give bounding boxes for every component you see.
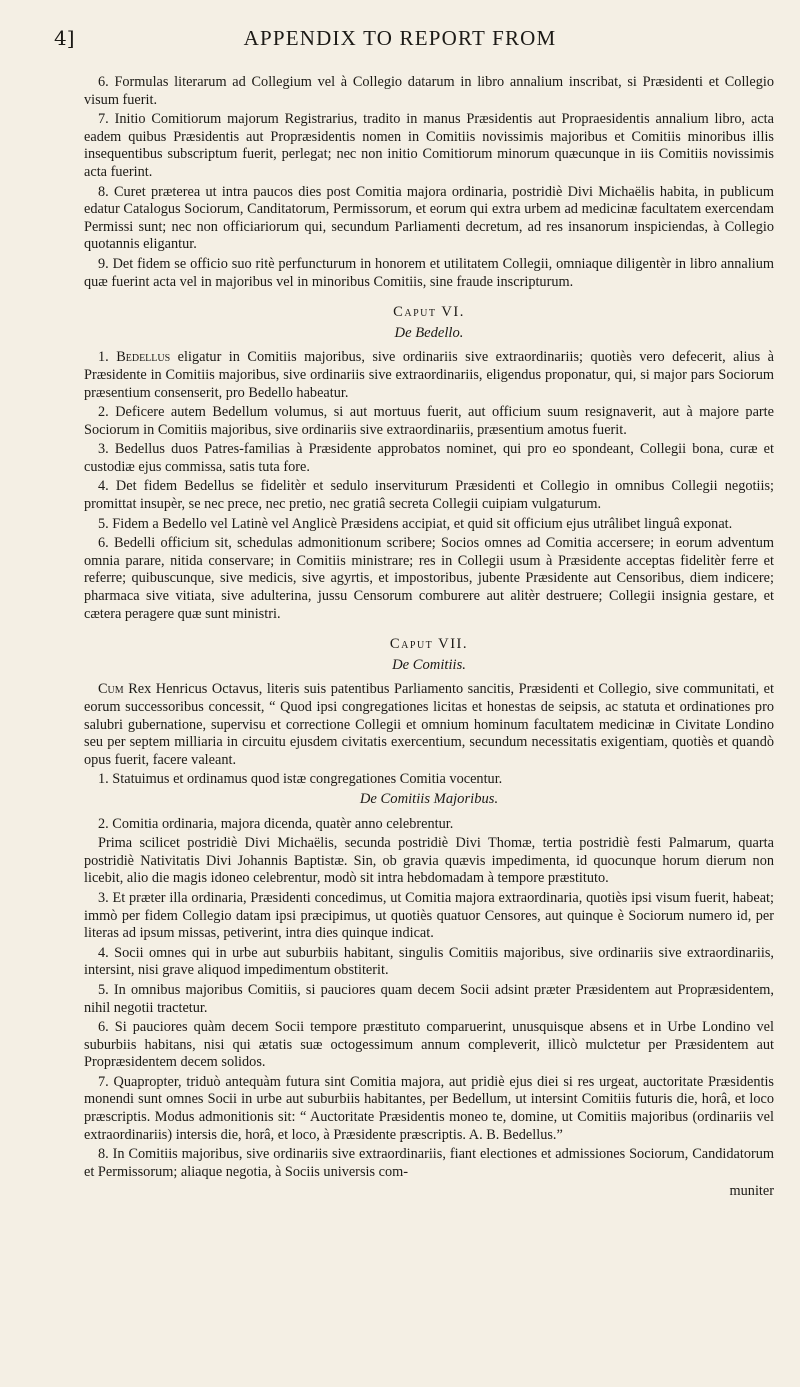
paragraph-7: 7. Initio Comitiorum majorum Registrarius, tradito in manus Præsidentis aut Propraesidentis annalium libro, acta eadem quibus Præsidentis aut Propræsidentis nomen in Comitiis novissimis majoribus et Comitiis minoribus illis insequentibus subscriptum fuerit, perlegat; nec non initio Comitiorum minorum quæcunque in iis Comitiis novissimis acta fuerint.	[84, 111, 774, 180]
majoribus-subtitle: De Comitiis Majoribus.	[359, 790, 499, 807]
comitiis-paragraph-1: 1. Statuimus et ordinamus quod istæ congregationes Comitia vocentur.	[98, 771, 503, 788]
comitiis-intro	[84, 681, 774, 769]
bedello-paragraph-1	[84, 349, 774, 402]
paragraph-text: eligatur in Comitiis majoribus, sive ordinariis sive extraordinariis; quotiès vero defecerit, alius à Præsidente in Comitiis majoribus, sive ordinariis sive extraordinariis, eligendus proponatur, qui, si major pars Sociorum præsentium consenserit, pro Bedello habeatur.	[84, 349, 775, 401]
bedello-paragraph-4: 4. Det fidem Bedellus se fidelitèr et sedulo inserviturum Præsidenti et Collegio in omnibus Collegii negotiis; promittat insupèr, se nec prece, nec pretio, nec gratiâ secreta Collegii cuipiam vulgaturum.	[84, 478, 774, 513]
page-body	[84, 74, 774, 1201]
comitiis-paragraph-4: 4. Socii omnes qui in urbe aut suburbiis habitant, singulis Comitiis majoribus, sive ordinariis sive extraordinariis, intersint, nisi grave aliquod impedimentum obstiterit.	[84, 944, 774, 979]
caput-vii-subtitle: De Comitiis.	[392, 656, 466, 673]
bedello-paragraph-5: 5. Fidem a Bedello vel Latinè vel Anglicè Præsidens accipiat, et quid sit officium ejus utrâlibet linguâ exponat.	[98, 515, 733, 532]
comitiis-paragraph-7: 7. Quapropter, triduò antequàm futura sint Comitia majora, aut pridiè ejus diei si res urgeat, auctoritate Præsidentis monendi sunt omnes Socii in urbe aut suburbiis habitantes, per Bedellum, ut intersint Comitiis futuris die, horâ, et loco præscriptis. Modus admonitionis sit: “ Auctoritate Præsidentis moneo te, domine, ut Comitiis majoribus (ordinariis vel extraordinariis) intersis die, horâ, et loco, à Præsidente præscriptis. A. B. Bedellus.”	[84, 1073, 774, 1143]
comitiis-paragraph-2: 2. Comitia ordinaria, majora dicenda, quatèr anno celebrentur.	[98, 815, 454, 832]
comitiis-paragraph-6: 6. Si pauciores quàm decem Socii tempore præstituto comparuerint, unusquisque absens et in Urbe Londino vel suburbiis habitans, nisi qui ætatis suæ octogessimum annum compleverit, illicò mulctetur per Præsidentem aut Propræsidentem decem solidos.	[84, 1019, 774, 1071]
paragraph-8: 8. Curet præterea ut intra paucos dies post Comitia majora ordinaria, postridiè Divi Michaëlis habita, in publicum edatur Catalogus Sociorum, Canditatorum, Permissorum, et eorum qui extra urbem ad medicinæ facultatem exercendam Permissi sunt; nec non officiariorum qui, secundum Parliamenti decretum, ad res insanorum inspiciendas, à Collegio quotannis eligantur.	[84, 183, 774, 253]
bedello-paragraph-3: 3. Bedellus duos Patres-familias à Præsidente approbatos nominet, qui pro eo spondeant, Collegii bona, curæ et custodiæ ejus commissa, satis tuta fore.	[84, 441, 774, 475]
comitiis-paragraph-2-cont: Prima scilicet postridiè Divi Michaëlis, secunda postridiè Divi Thomæ, tertia postridiè festi Palmarum, quarta postridiè Nativitatis Divi Johannis Baptistæ. Sin, ob gravia quævis impedimenta, id quocunque horum dierum non licebit, alio die magis idoneo celebrentur, modò sit intra hebdomadam à tempore præstituto.	[84, 835, 774, 887]
lead-word: Bedellus	[116, 349, 171, 366]
catchword: muniter	[729, 1183, 774, 1200]
page-number: 4]	[54, 26, 75, 50]
lead-word: Cum	[98, 681, 124, 698]
running-header	[40, 22, 760, 62]
comitiis-paragraph-5: 5. In omnibus majoribus Comitiis, si pauciores quam decem Socii adsint præter Præsidentem aut Propræsidentem, nihil negotii tractetur.	[84, 981, 774, 1016]
bedello-paragraph-6: 6. Bedelli officium sit, schedulas admonitionum scribere; Socios omnes ad Comitia accersere; in eorum adventum omnia parare, nitida conservare; in Comitiis ministrare; res in Collegii usum à Præsidente acceptas fidelitèr ferre et referre; quibuscunque, sive medicis, sive agyrtis, et impostoribus, jubente Præsidente aut Censoribus, diem indicere; pharmaca sive vitiata, sive adulterina, jussu Censorum comburere aut alitèr destruere; Collegii insignia gestare, et cætera peragere quæ sunt ministri.	[84, 535, 774, 622]
bedello-paragraph-2: 2. Deficere autem Bedellum volumus, si aut mortuus fuerit, aut officium suum resignaverit, aut à majore parte Sociorum in Comitiis majoribus, sive ordinariis sive extraordinariis, præsentium amotus fuerit.	[84, 404, 774, 438]
comitiis-paragraph-8: 8. In Comitiis majoribus, sive ordinariis sive extraordinariis, fiant electiones et admissiones Sociorum, Candidatorum et Permissorum; aliaque negotia, à Sociis universis com-	[84, 1146, 774, 1180]
paragraph-6: 6. Formulas literarum ad Collegium vel à Collegio datarum in libro annalium inscribat, si Præsidenti et Collegio visum fuerit.	[84, 74, 774, 108]
running-title: APPENDIX TO REPORT FROM	[243, 26, 557, 50]
paragraph-text: Rex Henricus Octavus, literis suis patentibus Parliamento sancitis, Præsidenti et Collegio, sive communitati, et eorum successoribus concessit, “ Quod ipsi congregationes licitas et honestas de seipsis, ac statuta et ordinationes pro salubri gubernatione, supervisu et correctione Collegii et omnium hominum facultatem medicinæ in Civitate Londino seu per septem milliaria in circuitu ejusdem civitatis exercentium, secundum necessitatis exigentiam, quotiès et quandò opus fuerit, facere valeant.	[84, 681, 774, 768]
comitiis-paragraph-3: 3. Et præter illa ordinaria, Præsidenti concedimus, ut Comitia majora extraordinaria, quotiès ipsi visum fuerit, habeat; immò per fidem Collegio datam ipsi præcipimus, ut quotiès quatuor Censores, aut quinque è Sociorum numero id, per literas ad ipsum missas, petiverint, intra dies quinque indicat.	[84, 889, 774, 942]
caput-vi-heading: Caput VI.	[393, 304, 465, 321]
caput-vii-heading: Caput VII.	[389, 636, 469, 653]
paragraph-number: 1.	[98, 349, 117, 366]
paragraph-9: 9. Det fidem se officio suo ritè perfuncturum in honorem et utilitatem Collegii, omniaque diligentèr in libro annalium quæ fuerint acta vel in majoribus vel in minoribus Comitiis, sine fraude inscripturum.	[84, 255, 774, 290]
caput-vi-subtitle: De Bedello.	[394, 324, 464, 341]
